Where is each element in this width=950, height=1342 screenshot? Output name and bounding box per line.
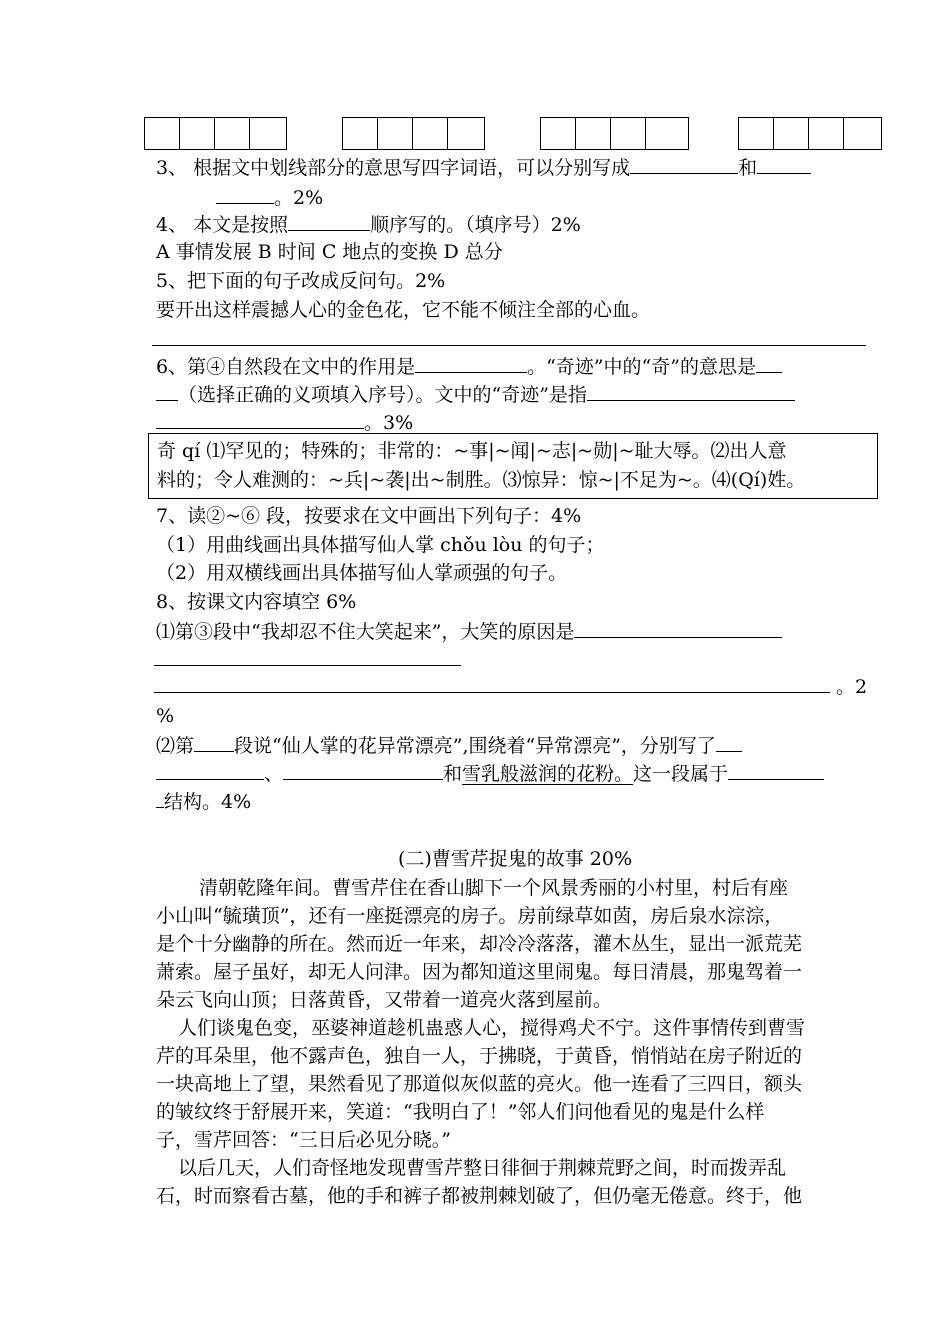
answer-blank[interactable] (630, 153, 738, 174)
question-8-item2-end-line (156, 787, 874, 815)
answer-blank[interactable] (194, 731, 234, 752)
question-5-title: 5、把下面的句子改成反问句。2% (156, 270, 446, 292)
answer-blank[interactable] (728, 759, 824, 780)
answer-blank[interactable] (716, 731, 742, 752)
question-6-part3: （选择正确的义项填入序号）。文中的“奇迹”是指 (178, 384, 587, 406)
grid-cell[interactable] (541, 118, 576, 149)
answer-grid-3[interactable] (540, 117, 689, 150)
grid-cell[interactable] (844, 118, 879, 149)
answer-line[interactable] (154, 665, 461, 666)
grid-cell[interactable] (145, 118, 180, 149)
grid-cell[interactable] (448, 118, 483, 149)
story-line: 子，雪芹回答：“三日后必见分晓。” (156, 1129, 451, 1151)
question-4-suffix: 顺序写的。（填序号）2% (370, 214, 581, 236)
question-5-sentence: 要开出这样震撼人心的金色花，它不能不倾注全部的心血。 (156, 299, 651, 321)
answer-blank[interactable] (283, 759, 443, 780)
question-4-prefix: 4、 本文是按照 (156, 214, 289, 236)
question-8-title: 8、按课文内容填空 6% (156, 591, 357, 613)
question-3-end: 。2% (274, 187, 324, 209)
question-8-item2-b: 段说“仙人掌的花异常漂亮”,围绕着“异常漂亮”，分别写了 (234, 735, 716, 757)
answer-blank[interactable] (156, 380, 178, 401)
story-line: 以后几天，人们奇怪地发现曹雪芹整日徘徊于荆棘荒野之间，时而拨弄乱 (178, 1157, 787, 1179)
answer-blank[interactable] (756, 352, 782, 373)
question-8-item2 (156, 731, 874, 759)
answer-blank[interactable] (156, 759, 264, 780)
story-line: 的皱纹终于舒展开来，笑道：“我明白了！”邻人们问他看见的鬼是什么样 (156, 1101, 765, 1123)
grid-cell[interactable] (809, 118, 844, 149)
grid-cell[interactable] (611, 118, 646, 149)
question-8-item1-pct: % (156, 705, 175, 727)
answer-blank[interactable] (288, 210, 370, 231)
grid-cell[interactable] (576, 118, 611, 149)
question-3-text: 3、 根据文中划线部分的意思写四字词语，可以分别写成 (156, 157, 631, 179)
answer-grid-2[interactable] (342, 117, 485, 150)
story-title: (二)曹雪芹捉鬼的故事 20% (397, 848, 633, 870)
story-line: 是个十分幽静的所在。然而近一年来，却冷冷落落，灌木丛生，显出一派荒芜 (156, 933, 803, 955)
grid-cell[interactable] (215, 118, 250, 149)
answer-line[interactable] (152, 345, 866, 346)
grid-cell[interactable] (774, 118, 809, 149)
question-8-item2-f: 结构。4% (164, 791, 252, 813)
question-3 (156, 153, 874, 181)
question-8-item1 (156, 617, 874, 645)
story-line: 人们谈鬼色变，巫婆神道趁机蛊惑人心，搅得鸡犬不宁。这件事情传到曹雪 (178, 1017, 806, 1039)
question-6-end-line (156, 408, 874, 436)
question-6-part1: 6、第④自然段在文中的作用是 (156, 356, 416, 378)
question-4 (156, 210, 874, 238)
answer-grid-4[interactable] (738, 117, 882, 150)
answer-blank[interactable] (156, 787, 164, 808)
dictionary-entry-line1: 奇 qí ⑴罕见的；特殊的；非常的：~事|~闻|~志|~勋|~耻大辱。⑵出人意 (157, 440, 787, 462)
question-7-item1: （1）用曲线画出具体描写仙人掌 chǒu lòu 的句子； (156, 534, 605, 556)
story-line: 小山叫“毓璜顶”，还有一座挺漂亮的房子。房前绿草如茵，房后泉水淙淙， (156, 905, 784, 927)
grid-cell[interactable] (646, 118, 681, 149)
question-3-cont (216, 183, 934, 211)
grid-cell[interactable] (250, 118, 285, 149)
underlined-phrase: 雪乳般滋润的花粉。 (462, 763, 634, 785)
story-line: 萧索。屋子虽好，却无人问津。因为都知道这里闹鬼。每日清晨，那鬼驾着一 (156, 961, 803, 983)
question-8-item2-a: ⑵第 (156, 735, 195, 757)
grid-cell[interactable] (343, 118, 378, 149)
question-6-cont (156, 380, 874, 408)
grid-cell[interactable] (413, 118, 448, 149)
answer-blank[interactable] (415, 352, 527, 373)
question-7-item2: （2）用双横线画出具体描写仙人掌顽强的句子。 (156, 562, 568, 584)
story-line: 一块高地上了望，果然看见了那道似灰似蓝的亮火。他一连看了三四日，额头 (156, 1073, 803, 1095)
answer-blank[interactable] (156, 408, 364, 429)
answer-blank[interactable] (757, 153, 811, 174)
question-8-item2-c: 、 (264, 763, 284, 785)
story-line: 芹的耳朵里，他不露声色，独自一人，于拂晓，于黄昏，悄悄站在房子附近的 (156, 1045, 803, 1067)
story-line: 石，时而察看古墓，他的手和裤子都被荆棘划破了，但仍毫无倦意。终于，他 (156, 1185, 803, 1207)
grid-cell[interactable] (739, 118, 774, 149)
story-line: 朵云飞向山顶；日落黄昏，又带着一道亮火落到屋前。 (156, 989, 613, 1011)
question-6-part2: 。“奇迹”中的“奇”的意思是 (527, 356, 756, 378)
answer-blank[interactable] (587, 380, 795, 401)
question-6-end: 。3% (364, 412, 414, 434)
grid-cell[interactable] (378, 118, 413, 149)
question-4-options: A 事情发展 B 时间 C 地点的变换 D 总分 (156, 241, 503, 263)
question-7-title: 7、读②~⑥ 段，按要求在文中画出下列句子：4% (156, 505, 582, 527)
grid-cell[interactable] (180, 118, 215, 149)
question-3-and: 和 (738, 157, 758, 179)
question-8-item1-text: ⑴第③段中“我却忍不住大笑起来”，大笑的原因是 (156, 621, 575, 643)
question-8-item2-cont (156, 759, 874, 787)
question-8-item1-end: 。2 (836, 676, 868, 698)
question-8-item2-d: 和 (443, 763, 463, 785)
question-6 (156, 352, 874, 380)
answer-line[interactable] (154, 692, 830, 693)
answer-blank[interactable] (574, 617, 782, 638)
question-8-item2-e: 这一段属于 (633, 763, 729, 785)
answer-grid-1[interactable] (144, 117, 287, 150)
answer-blank[interactable] (216, 183, 274, 204)
story-line: 清朝乾隆年间。曹雪芹住在香山脚下一个风景秀丽的小村里，村后有座 (199, 877, 789, 899)
dictionary-entry-line2: 料的；令人难测的：~兵|~袭|出~制胜。⑶惊异：惊~|不足为~。⑷(Qí)姓。 (157, 469, 806, 491)
